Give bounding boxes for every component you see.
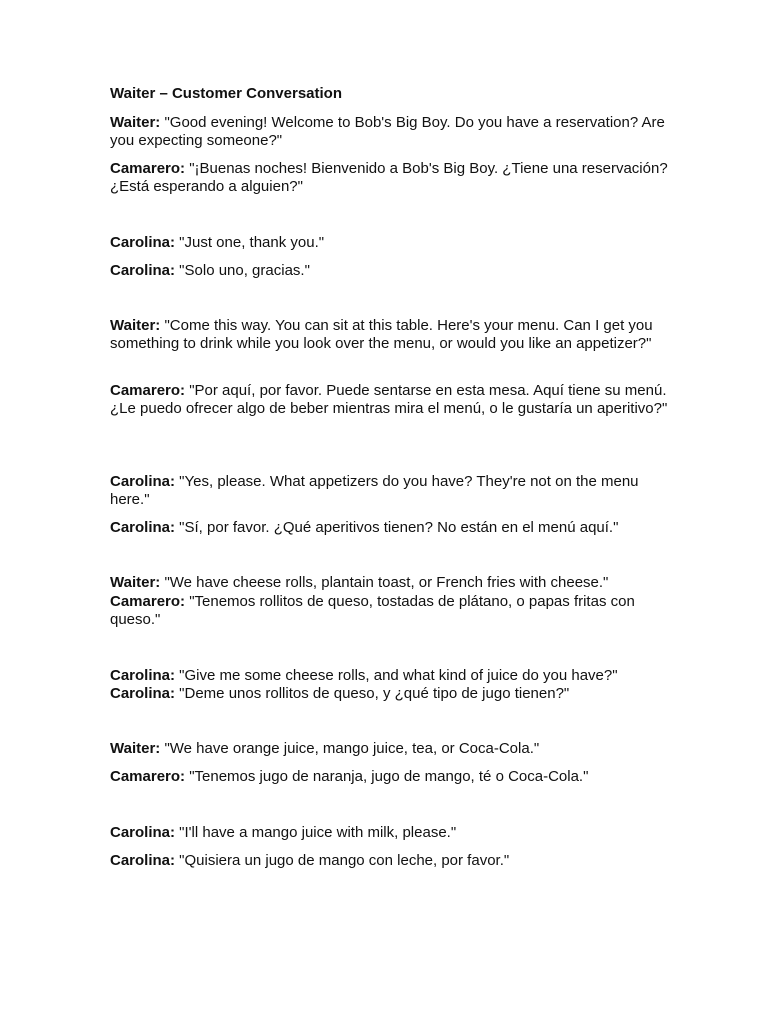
speaker-name: Carolina: (110, 519, 176, 536)
dialogue-text: "Good evening! Welcome to Bob's Big Boy. Do you have a reservation? Are you expecting someone?" (110, 114, 665, 149)
document-title: Waiter – Customer Conversation (110, 85, 342, 102)
speaker-name: Waiter: (110, 740, 161, 757)
speaker-name: Waiter: (110, 114, 161, 131)
speaker-name: Carolina: (110, 824, 176, 841)
speaker-name: Carolina: (110, 852, 176, 869)
speaker-name: Camarero: (110, 160, 186, 177)
dialogue-line (110, 667, 670, 685)
dialogue-line (110, 593, 670, 629)
dialogue-text: "Deme unos rollitos de queso, y ¿qué tipo de jugo tienen?" (175, 685, 570, 702)
speaker-name: Camarero: (110, 382, 186, 399)
dialogue-text: "Yes, please. What appetizers do you have? They're not on the menu here." (110, 473, 639, 508)
dialogue-line (110, 685, 670, 703)
speaker-name: Waiter: (110, 317, 161, 334)
dialogue-line (110, 574, 670, 592)
dialogue-text: "Por aquí, por favor. Puede sentarse en esta mesa. Aquí tiene su menú. ¿Le puedo ofrecer algo de beber mientras mira el menú, o le gustaría un aperitivo?" (110, 382, 668, 417)
dialogue-text: "¡Buenas noches! Bienvenido a Bob's Big Boy. ¿Tiene una reservación? ¿Está esperando a alguien?" (110, 160, 668, 195)
dialogue-line (110, 317, 670, 353)
dialogue-line (110, 234, 670, 252)
dialogue-line (110, 519, 670, 537)
speaker-name: Carolina: (110, 473, 176, 490)
speaker-name: Waiter: (110, 574, 161, 591)
dialogue-text: "I'll have a mango juice with milk, please." (175, 824, 457, 841)
speaker-name: Carolina: (110, 262, 176, 279)
dialogue-line (110, 473, 670, 509)
speaker-name: Carolina: (110, 234, 176, 251)
dialogue-line (110, 768, 670, 786)
speaker-name: Camarero: (110, 593, 186, 610)
dialogue-text: "Come this way. You can sit at this table. Here's your menu. Can I get you something to drink while you look over the menu, or would you like an appetizer?" (110, 317, 653, 352)
dialogue-text: "Quisiera un jugo de mango con leche, por favor." (175, 852, 510, 869)
dialogue-line (110, 740, 670, 758)
dialogue-text: "Tenemos jugo de naranja, jugo de mango, té o Coca-Cola." (185, 768, 589, 785)
dialogue-line (110, 262, 670, 280)
dialogue-text: "Just one, thank you." (175, 234, 325, 251)
dialogue-line (110, 160, 670, 196)
speaker-name: Carolina: (110, 685, 176, 702)
speaker-name: Camarero: (110, 768, 186, 785)
speaker-name: Carolina: (110, 667, 176, 684)
dialogue-line (110, 824, 670, 842)
dialogue-text: "We have orange juice, mango juice, tea, or Coca-Cola." (160, 740, 540, 757)
dialogue-text: "Sí, por favor. ¿Qué aperitivos tienen? No están en el menú aquí." (175, 519, 619, 536)
dialogue-text: "We have cheese rolls, plantain toast, or French fries with cheese." (160, 574, 609, 591)
dialogue-text: "Solo uno, gracias." (175, 262, 310, 279)
dialogue-text: "Tenemos rollitos de queso, tostadas de plátano, o papas fritas con queso." (110, 593, 635, 628)
dialogue-text: "Give me some cheese rolls, and what kind of juice do you have?" (175, 667, 618, 684)
dialogue-line (110, 382, 670, 418)
dialogue-line (110, 114, 670, 150)
dialogue-line (110, 852, 670, 870)
